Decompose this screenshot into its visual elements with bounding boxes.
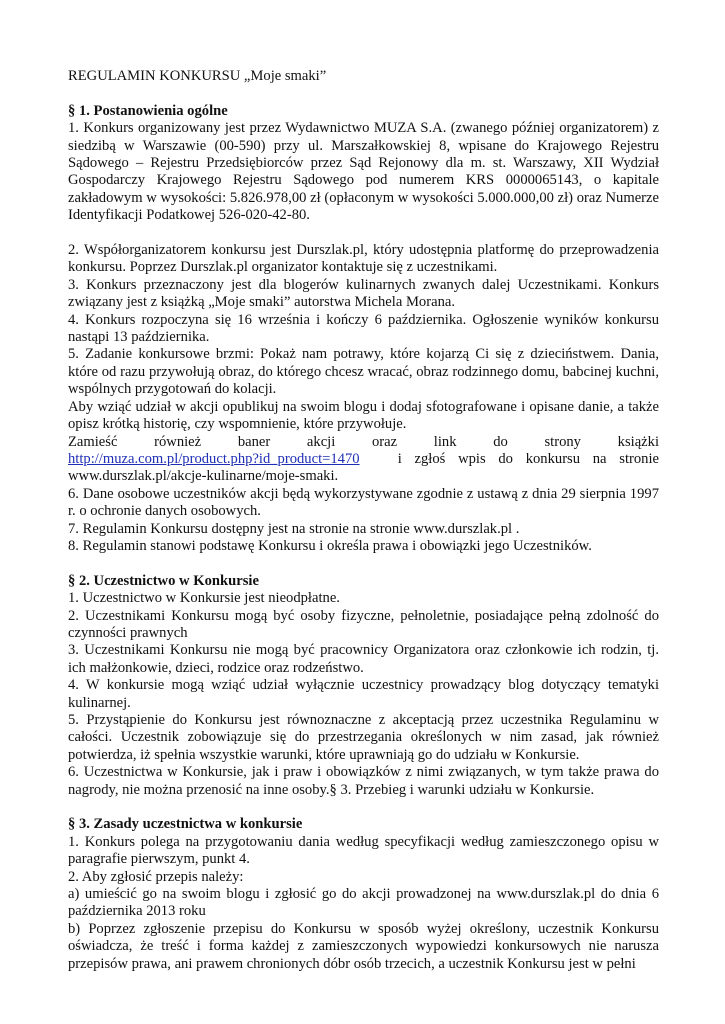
section-3-heading: § 3. Zasady uczestnictwa w konkursie — [68, 816, 303, 833]
section-1-paragraph: Aby wziąć udział w akcji opublikuj na swoim blogu i dodaj sfotografowane i opisane danie, a także opisz krótką historię, czy wspomnienie, które przywołuje. — [68, 398, 659, 433]
section-3-paragraph: 1. Konkurs polega na przygotowaniu dania według specyfikacji według zamieszczonego opisu w paragrafie pierwszym, punkt 4. — [68, 833, 659, 868]
section-1-paragraph: 8. Regulamin stanowi podstawę Konkursu i określa prawa i obowiązki jego Uczestników. — [68, 537, 592, 554]
section-2-paragraph: 5. Przystąpienie do Konkursu jest równoznaczne z akceptacją przez uczestnika Regulaminu w całości. Uczestnik zobowiązuje się do przestrzegania określonych w nim zasad, jak również potwierdza, iż spełnia wszystkie warunki, które uprawniają go do udziału w Konkursie. — [68, 711, 659, 763]
link-paragraph — [68, 451, 659, 486]
section-1-paragraph: 5. Zadanie konkursowe brzmi: Pokaż nam potrawy, które kojarzą Ci się z dzieciństwem. Dania, które od razu przywołują obraz, do którego chcesz wracać, obraz rodzinnego domu, babcinej kuchni, wspólnych przygotowań do kolacji. — [68, 346, 659, 398]
section-2-paragraph: 3. Uczestnikami Konkursu nie mogą być pracownicy Organizatora oraz członkowie ich rodzin, tj. ich małżonkowie, dzieci, rodzice oraz rodzeństwo. — [68, 642, 659, 676]
section-1-paragraph: 4. Konkurs rozpoczyna się 16 września i kończy 6 października. Ogłoszenie wyników konkursu nastąpi 13 października. — [68, 311, 659, 346]
section-1-paragraph: 6. Dane osobowe uczestników akcji będą wykorzystywane zgodnie z ustawą z dnia 29 sierpnia 1997 r. o ochronie danych osobowych. — [68, 485, 659, 520]
book-product-link[interactable]: http://muza.com.pl/product.php?id_product=1470 — [68, 450, 360, 467]
section-1-paragraph: 2. Współorganizatorem konkursu jest Durszlak.pl, który udostępnia platformę do przeprowadzenia konkursu. Poprzez Durszlak.pl organizator kontaktuje się z uczestnikami. — [68, 242, 659, 276]
section-1-paragraph: 3. Konkurs przeznaczony jest dla blogerów kulinarnych zwanych dalej Uczestnikami. Konkurs związany jest z książką „Moje smaki” autorstwa Michela Morana. — [68, 276, 659, 311]
section-1 — [68, 103, 659, 556]
section-3-paragraph: a) umieścić go na swoim blogu i zgłosić go do akcji prowadzonej na www.durszlak.pl do dnia 6 października 2013 roku — [68, 886, 659, 920]
section-1-paragraph: 7. Regulamin Konkursu dostępny jest na stronie na stronie www.durszlak.pl . — [68, 520, 520, 537]
section-2-heading: § 2. Uczestnictwo w Konkursie — [68, 572, 259, 589]
section-2-paragraph: 6. Uczestnictwa w Konkursie, jak i praw i obowiązków z nimi związanych, w tym także prawa do nagrody, nie można przenosić na inne osoby.§ 3. Przebieg i warunki udziału w Konkursie. — [68, 764, 659, 798]
section-1-heading: § 1. Postanowienia ogólne — [68, 102, 228, 119]
section-2-paragraph: 4. W konkursie mogą wziąć udział wyłącznie uczestnicy prowadzący blog dotyczący tematyki kulinarnej. — [68, 677, 659, 711]
section-2-paragraph: 2. Uczestnikami Konkursu mogą być osoby fizyczne, pełnoletnie, posiadające pełną zdolność do czynności prawnych — [68, 607, 659, 641]
section-3-paragraph: 2. Aby zgłosić przepis należy: — [68, 868, 244, 885]
paragraph-gap — [68, 225, 659, 242]
link-trailing-text: i zgłoś wpis do konkursu na stronie www.durszlak.pl/akcje-kulinarne/moje-smaki. — [68, 450, 659, 485]
section-3 — [68, 816, 659, 973]
document-title: REGULAMIN KONKURSU „Moje smaki” — [68, 68, 327, 84]
section-3-paragraph: b) Poprzez zgłoszenie przepisu do Konkursu w sposób wyżej określony, uczestnik Konkursu oświadcza, że treść i forma każdej z zamieszczonych wypowiedzi konkursowych nie narusza przepisów prawa, ani prawem chronionych dóbr osób trzecich, a uczestnik Konkursu jest w pełni — [68, 920, 659, 972]
section-1-paragraph: 1. Konkurs organizowany jest przez Wydawnictwo MUZA S.A. (zwanego później organizatorem) z siedzibą w Warszawie (00-590) przy ul. Marszałkowskiej 8, wpisane do Krajowego Rejestru Sądowego – Rejestru Przedsiębiorców przez Sąd Rejonowy dla m. st. Warszawy, XII Wydział Gospodarczy Krajowego Rejestru Sądowego pod numerem KRS 0000065143, o kapitale zakładowym w wysokości: 5.826.978,00 zł (opłaconym w wysokości 5.000.000,00 zł) oraz Numerze Identyfikacji Podatkowej 526-020-42-80. — [68, 120, 659, 224]
section-2-paragraph: 1. Uczestnictwo w Konkursie jest nieodpłatne. — [68, 590, 340, 607]
link-spacer — [360, 451, 398, 467]
section-2 — [68, 573, 659, 799]
section-gap — [68, 555, 659, 572]
zamiesc-line: Zamieść również baner akcji oraz link do strony książki — [68, 433, 659, 450]
section-gap — [68, 799, 659, 816]
